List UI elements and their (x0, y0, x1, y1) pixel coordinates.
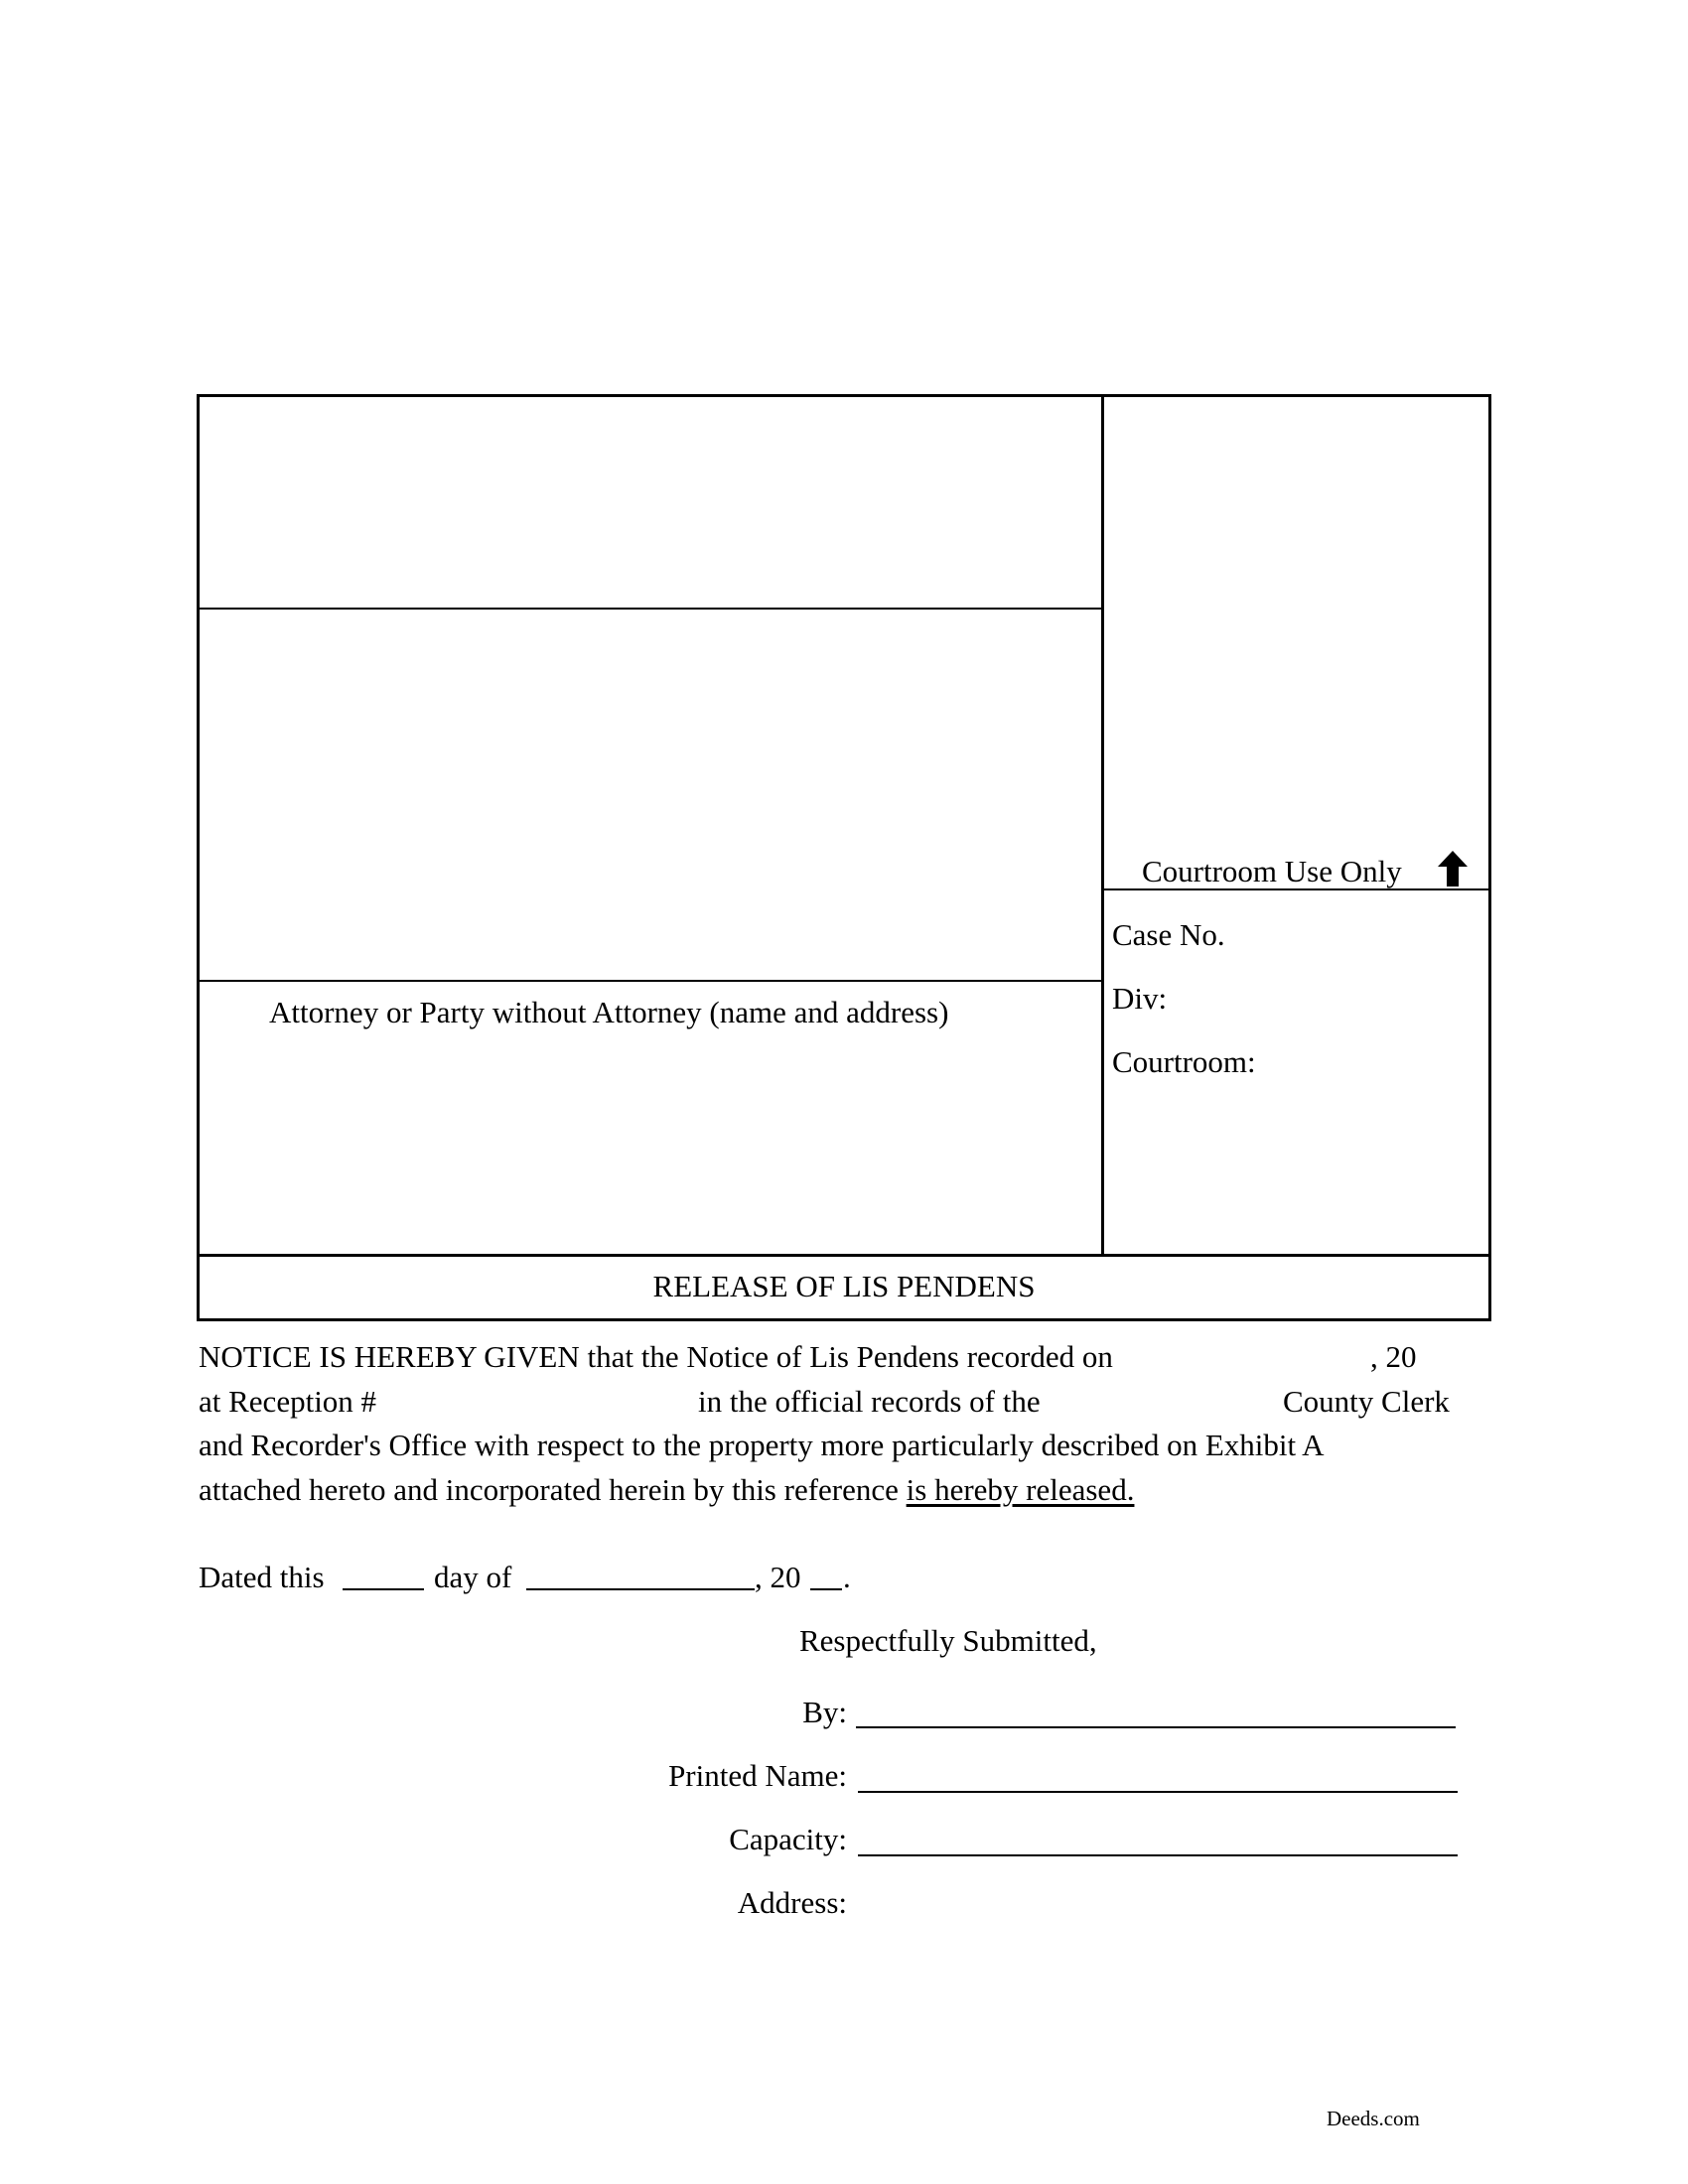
printed-name-label: Printed Name: (668, 1758, 847, 1793)
div-label: Div: (1112, 981, 1168, 1016)
released-phrase: is hereby released. (906, 1472, 1135, 1507)
notice-line-4 (199, 1474, 1134, 1505)
by-label: By: (802, 1695, 847, 1729)
notice-line-1-year: , 20 (1370, 1339, 1417, 1374)
day-blank[interactable] (343, 1588, 424, 1590)
attorney-label: Attorney or Party without Attorney (name and address) (269, 995, 949, 1029)
capacity-line[interactable] (858, 1854, 1458, 1856)
by-signature-line[interactable] (856, 1726, 1456, 1728)
capacity-label: Capacity: (729, 1822, 847, 1856)
document-title: RELEASE OF LIS PENDENS (652, 1269, 1036, 1303)
notice-reception-label: at Reception # (199, 1384, 377, 1419)
dated-day-of: day of (434, 1560, 512, 1594)
title-separator (197, 1254, 1491, 1257)
caption-divider-top (197, 608, 1103, 610)
notice-county-clerk: County Clerk (1283, 1384, 1450, 1419)
printed-name-line[interactable] (858, 1791, 1458, 1793)
court-use-label: Courtroom Use Only (1142, 854, 1402, 888)
year-blank[interactable] (810, 1588, 842, 1590)
deeds-watermark: Deeds.com (1327, 2107, 1420, 2130)
caption-divider-attorney (197, 980, 1103, 982)
courtroom-label: Courtroom: (1112, 1044, 1256, 1079)
month-blank[interactable] (526, 1588, 755, 1590)
notice-line-1: NOTICE IS HEREBY GIVEN that the Notice of Lis Pendens recorded on (199, 1339, 1113, 1374)
arrow-up-icon (1438, 851, 1468, 887)
court-use-divider (1103, 888, 1491, 890)
dated-period: . (843, 1560, 851, 1594)
notice-official-records: in the official records of the (698, 1384, 1041, 1419)
case-no-label: Case No. (1112, 917, 1225, 952)
address-label: Address: (737, 1885, 847, 1920)
dated-prefix: Dated this (199, 1560, 325, 1594)
notice-line-3: and Recorder's Office with respect to the property more particularly described on Exhibit A (199, 1428, 1325, 1462)
caption-vertical-divider (1101, 394, 1104, 1256)
notice-line-4-text: attached hereto and incorporated herein by this reference (199, 1472, 899, 1507)
dated-year-prefix: , 20 (755, 1560, 801, 1594)
closing: Respectfully Submitted, (799, 1623, 1097, 1658)
